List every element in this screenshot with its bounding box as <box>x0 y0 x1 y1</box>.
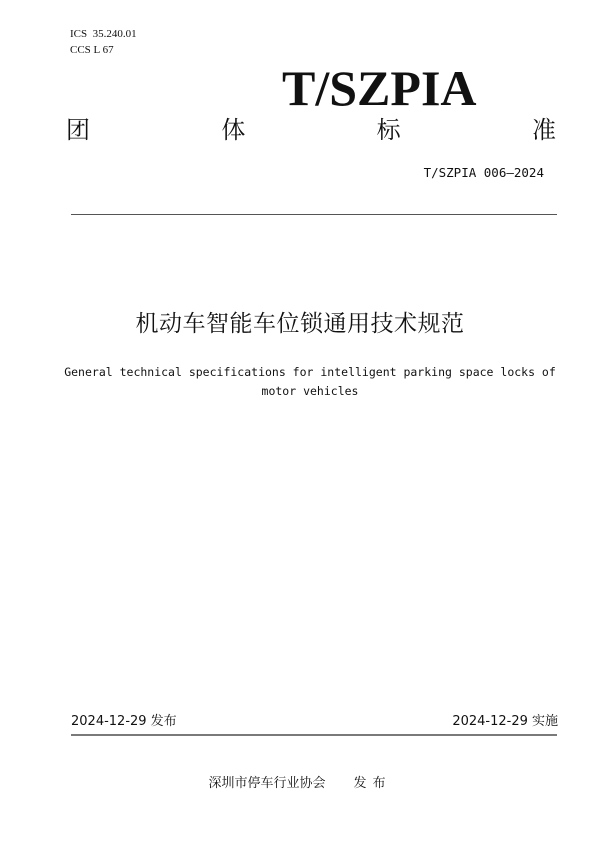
publisher-action: 发布 <box>353 776 392 791</box>
implementation-date: 2024-12-29 实施 <box>452 714 558 729</box>
publisher-line <box>0 775 600 793</box>
organization-code: T/SZPIA <box>282 60 477 116</box>
header-divider <box>71 214 557 215</box>
standard-type-char: 准 <box>531 116 556 144</box>
standard-type-char: 标 <box>376 116 401 144</box>
title-chinese: 机动车智能车位锁通用技术规范 <box>135 311 465 337</box>
footer-divider <box>71 734 557 736</box>
title-english: General technical specifications for intelligent parking space locks of motor vehicles <box>64 365 556 398</box>
publisher-name: 深圳市停车行业协会 <box>208 776 326 791</box>
classification-codes <box>70 26 137 58</box>
standard-type-char: 体 <box>221 116 246 144</box>
standard-type-char: 团 <box>66 116 90 144</box>
standard-type <box>66 114 556 146</box>
ccs-code: CCS L 67 <box>70 44 114 56</box>
ics-code: ICS 35.240.01 <box>70 28 137 40</box>
standard-number: T/SZPIA 006—2024 <box>423 165 544 180</box>
release-date: 2024-12-29 发布 <box>71 714 177 729</box>
